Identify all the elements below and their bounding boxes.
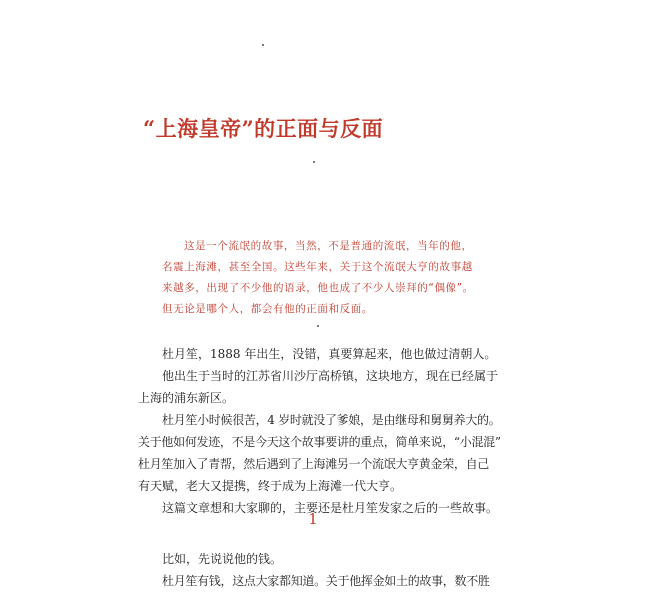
chapter-title: “上海皇帝”的正面与反面 (143, 116, 384, 141)
body-line: 这篇文章想和大家聊的，主要还是杜月笙发家之后的一些故事。 (162, 501, 499, 515)
body-text-continued (138, 548, 498, 592)
body-text (138, 343, 501, 519)
intro-paragraph (162, 236, 507, 320)
page-speck (317, 325, 319, 327)
section-number: 1 (308, 510, 318, 528)
body-line: 杜月笙有钱，这点大家都知道。关于他挥金如土的故事，数不胜 (162, 574, 490, 588)
intro-line: 这是一个流氓的故事，当然，不是普通的流氓，当年的他， (184, 240, 473, 252)
body-line: 有天赋，老大又提携，终于成为上海滩一代大亨。 (138, 479, 403, 493)
page-speck (313, 161, 315, 163)
body-line: 杜月笙加入了青帮，然后遇到了上海滩另一个流氓大亨黄金荣，自己 (138, 457, 490, 471)
body-line: 杜月笙，1888 年出生，没错，真要算起来，他也做过清朝人。 (162, 347, 497, 361)
body-line: 比如，先说说他的钱。 (162, 552, 283, 566)
intro-line: 但无论是哪个人，都会有他的正面和反面。 (162, 303, 373, 315)
page-speck (262, 44, 264, 46)
body-line: 关于他如何发迹，不是今天这个故事要讲的重点，简单来说，“小混混” (138, 435, 501, 449)
intro-line: 名震上海滩，甚至全国。这些年来，关于这个流氓大亨的故事越 (162, 261, 473, 273)
body-line: 杜月笙小时候很苦，4 岁时就没了爹娘，是由继母和舅舅养大的。 (162, 413, 501, 427)
intro-line: 来越多，出现了不少他的语录，他也成了不少人崇拜的“偶像”。 (162, 282, 474, 294)
body-line: 他出生于当时的江苏省川沙厅高桥镇，这块地方，现在已经属于 (162, 369, 499, 383)
body-line: 上海的浦东新区。 (138, 391, 235, 405)
